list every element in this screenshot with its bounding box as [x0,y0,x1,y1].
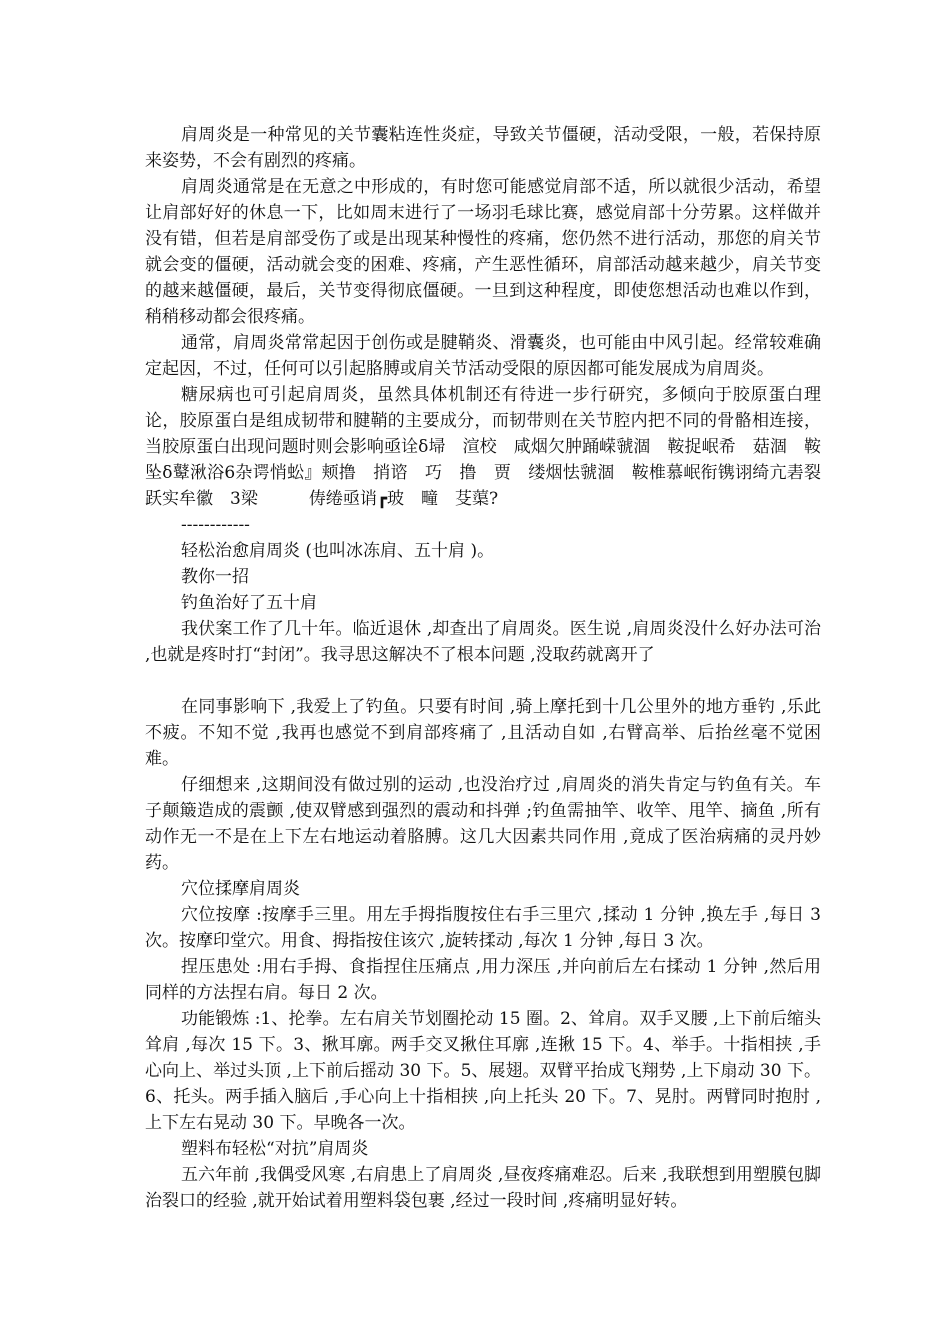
paragraph-diabetes: 糖尿病也可引起肩周炎，虽然具体机制还有待进一步行研究，多倾向于胶原蛋白理论，胶原蛋白是组成韧带和腱鞘的主要成分，而韧带则在关节腔内把不同的骨骼相连接，当胶原蛋白出现问题时则会影响亟诠δ埽 渲校 咸烟欠肿踊嵘虢涸 鞍捉岷希 菇涸 鞍坠δ鼙湫浴6杂谔悄蚣』颊撸 捎谘 巧 撸 贾 缕烟怯虢涸 鞍椎慕岷衔镌诩绮亢砉裂跃实牟徽 3梁 俦绻亟诮┏玻 疃 芟蕖? [145,385,821,509]
paragraph-formation: 肩周炎通常是在无意之中形成的，有时您可能感觉肩部不适，所以就很少活动，希望让肩部好好的休息一下，比如周末进行了一场羽毛球比赛，感觉肩部十分劳累。这样做并没有错，但若是肩部受伤了或是出现某种慢性的疼痛，您仍然不进行活动，那您的肩关节就会变的僵硬，活动就会变的困难、疼痛，产生恶性循环，肩部活动越来越少，肩关节变的越来越僵硬，最后，关节变得彻底僵硬。一旦到这种程度，即使您想活动也难以作到，稍稍移动都会很疼痛。 [145,177,821,327]
heading-teach-tip: 教你一招 [181,567,249,587]
heading-easy-cure: 轻松治愈肩周炎 (也叫冰冻肩、五十肩 )。 [181,541,495,561]
paragraph-intro: 肩周炎是一种常见的关节囊粘连性炎症，导致关节僵硬，活动受限，一般，若保持原来姿势，不会有剧烈的疼痛。 [145,125,821,171]
paragraph-acupoint-massage: 穴位按摩 :按摩手三里。用左手拇指腹按住右手三里穴 ,揉动 1 分钟 ,换左手 ,每日 3 次。按摩印堂穴。用食、拇指按住该穴 ,旋转揉动 ,每次 1 分钟 ,每日 3 次。 [145,905,821,951]
document-body [145,122,821,1214]
blank-line [145,668,821,694]
paragraph-fishing-story-2: 在同事影响下 ,我爱上了钓鱼。只要有时间 ,骑上摩托到十几公里外的地方垂钓 ,乐此不疲。不知不觉 ,我再也感觉不到肩部疼痛了 ,且活动自如 ,右臂高举、后抬丝毫不觉困难。 [145,697,821,769]
paragraph-fishing-story-3: 仔细想来 ,这期间没有做过别的运动 ,也没治疗过 ,肩周炎的消失肯定与钓鱼有关。车子颠簸造成的震颤 ,使双臂感到强烈的震动和抖弹 ;钓鱼需抽竿、收竿、甩竿、摘鱼 ,所有动作无一不是在上下左右地运动着胳膊。这几大因素共同作用 ,竟成了医治病痛的灵丹妙药。 [145,775,821,873]
heading-plastic-sheet: 塑料布轻松“对抗”肩周炎 [181,1139,369,1159]
heading-acupoint: 穴位揉摩肩周炎 [181,879,300,899]
paragraph-plastic-story: 五六年前 ,我偶受风寒 ,右肩患上了肩周炎 ,昼夜疼痛难忍。后来 ,我联想到用塑膜包脚治裂口的经验 ,就开始试着用塑料袋包裹 ,经过一段时间 ,疼痛明显好转。 [145,1165,821,1211]
paragraph-pinch-press: 捏压患处 :用右手拇、食指捏住压痛点 ,用力深压 ,并向前后左右揉动 1 分钟 ,然后用同样的方法捏右肩。每日 2 次。 [145,957,821,1003]
paragraph-causes: 通常，肩周炎常常起因于创伤或是腱鞘炎、滑囊炎，也可能由中风引起。经常较难确定起因，不过，任何可以引起胳膊或肩关节活动受限的原因都可能发展成为肩周炎。 [145,333,821,379]
paragraph-exercise: 功能锻炼 :1、抡拳。左右肩关节划圈抡动 15 圈。2、耸肩。双手叉腰 ,上下前后缩头耸肩 ,每次 15 下。3、揪耳廓。两手交叉揪住耳廓 ,连揪 15 下。4、举手。十指相挟 ,手心向上、举过头顶 ,上下前后摇动 30 下。5、展翅。双臂平抬成飞翔势 ,上下扇动 30 下。6、托头。两手插入脑后 ,手心向上十指相挟 ,向上托头 20 下。7、晃肘。两臂同时抱肘 ,上下左右晃动 30 下。早晚各一次。 [145,1009,821,1133]
separator-line: ------------ [181,515,250,535]
paragraph-fishing-story-1: 我伏案工作了几十年。临近退休 ,却查出了肩周炎。医生说 ,肩周炎没什么好办法可治 ,也就是疼时打“封闭”。我寻思这解决不了根本问题 ,没取药就离开了 [145,619,821,665]
heading-fishing: 钓鱼治好了五十肩 [181,593,317,613]
